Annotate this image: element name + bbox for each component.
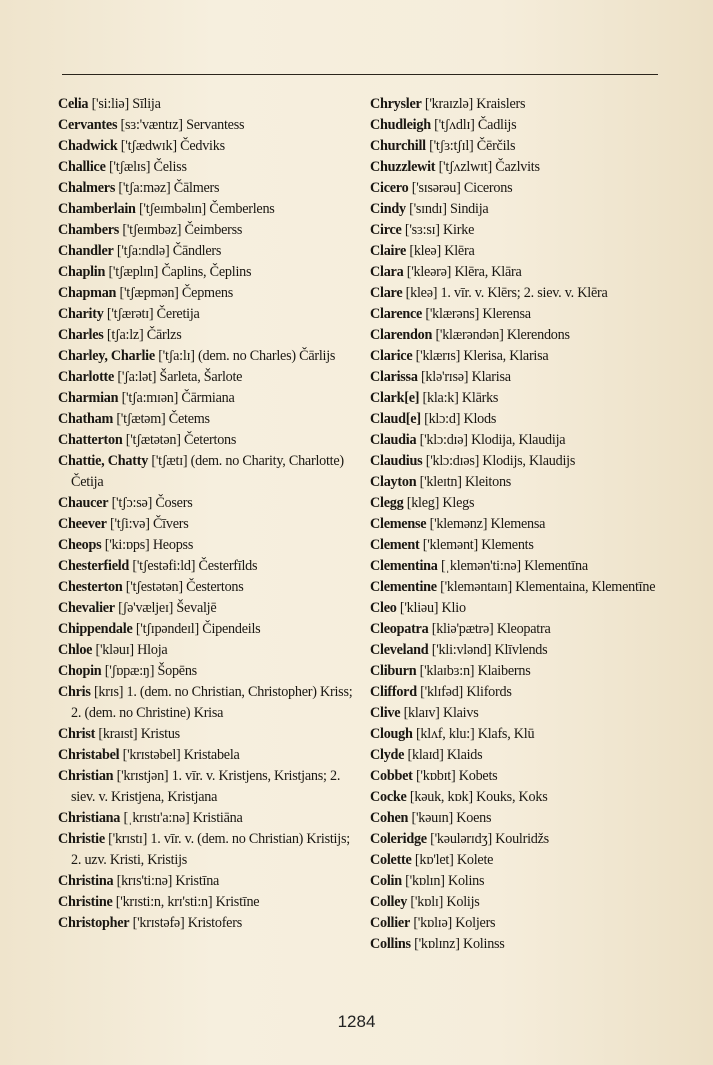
- headword: Christiana: [58, 810, 121, 826]
- entry-body: ['tʃætəm] Četems: [113, 411, 210, 427]
- dictionary-entry: [58, 430, 354, 451]
- entry-body: ['klemənz] Klemensa: [426, 516, 546, 532]
- entry-body: ['tʃeɪmbəlɪn] Čemberlens: [135, 201, 275, 217]
- dictionary-entry: [370, 94, 660, 115]
- dictionary-entry: [370, 241, 660, 262]
- entry-body: [kleg] Klegs: [403, 495, 475, 511]
- dictionary-entry: [58, 409, 354, 430]
- entry-body: ['kɒbɪt] Kobets: [412, 768, 498, 784]
- entry-body: ['tʃʌzlwɪt] Čazlvits: [435, 159, 540, 175]
- headword: Claudia: [370, 432, 417, 448]
- entry-body: ['krɪstəfə] Kristofers: [129, 915, 242, 931]
- dictionary-entry: [370, 367, 660, 388]
- dictionary-entry: [58, 115, 354, 136]
- entry-body: ['tʃeɪmbəz] Čeimberss: [119, 222, 243, 238]
- dictionary-entry: [58, 325, 354, 346]
- headword: Cobbet: [370, 768, 413, 784]
- dictionary-entry: [58, 451, 354, 493]
- headword: Celia: [58, 96, 89, 112]
- entry-body: [klɔ:d] Klods: [420, 411, 497, 427]
- dictionary-entry: [58, 136, 354, 157]
- dictionary-entry: [58, 871, 354, 892]
- dictionary-entry: [370, 409, 660, 430]
- headword: Chudleigh: [370, 117, 431, 133]
- dictionary-entry: [370, 325, 660, 346]
- dictionary-entry: [58, 220, 354, 241]
- dictionary-entry: [370, 871, 660, 892]
- headword: Clyde: [370, 747, 405, 763]
- entry-body: [ʃə'væljeɪ] Ševaljē: [114, 600, 217, 616]
- entry-body: ['tʃædwɪk] Čedviks: [117, 138, 225, 154]
- dictionary-entry: [58, 241, 354, 262]
- dictionary-entry: [370, 535, 660, 556]
- dictionary-entry: [370, 556, 660, 577]
- dictionary-entry: [58, 808, 354, 829]
- headword: Clemense: [370, 516, 427, 532]
- entry-body: ['kɒlɪn] Kolins: [401, 873, 485, 889]
- entry-body: ['krɪstəbel] Kristabela: [119, 747, 240, 763]
- entry-body: ['kleərə] Klēra, Klāra: [403, 264, 522, 280]
- dictionary-entry: [58, 598, 354, 619]
- entry-body: [ˌklemən'ti:nə] Klementīna: [437, 558, 588, 574]
- headword: Cliburn: [370, 663, 417, 679]
- headword: Clark[e]: [370, 390, 420, 406]
- headword: Chatterton: [58, 432, 123, 448]
- dictionary-entry: [370, 766, 660, 787]
- entry-body: ['kliəu] Klio: [396, 600, 466, 616]
- dictionary-entry: [370, 745, 660, 766]
- entry-body: [kraɪst] Kristus: [95, 726, 180, 742]
- header-rule: [62, 74, 658, 75]
- dictionary-entry: [58, 913, 354, 934]
- headword: Clement: [370, 537, 420, 553]
- entry-body: ['klærəndən] Klerendons: [432, 327, 570, 343]
- dictionary-entry: [370, 661, 660, 682]
- entry-body: ['ki:ɒps] Heopss: [101, 537, 194, 553]
- entry-body: ['tʃɪpəndeɪl] Čipendeils: [132, 621, 261, 637]
- headword: Chalmers: [58, 180, 116, 196]
- headword: Chandler: [58, 243, 114, 259]
- entry-body: [kəuk, kɒk] Kouks, Koks: [406, 789, 548, 805]
- headword: Cleveland: [370, 642, 429, 658]
- dictionary-entry: [370, 430, 660, 451]
- dictionary-entry: [370, 472, 660, 493]
- entry-body: [klʌf, klu:] Klafs, Klū: [412, 726, 535, 742]
- dictionary-entry: [370, 115, 660, 136]
- dictionary-entry: [370, 283, 660, 304]
- entry-body: ['krɪsti:n, krɪ'sti:n] Kristīne: [112, 894, 260, 910]
- entry-body: ['kɒlɪə] Koljers: [410, 915, 496, 931]
- headword: Clifford: [370, 684, 417, 700]
- headword: Christine: [58, 894, 113, 910]
- entry-body: ['tʃestəfi:ld] Česterfīlds: [129, 558, 258, 574]
- entry-body: ['kɒlɪnz] Kolinss: [410, 936, 505, 952]
- headword: Chaplin: [58, 264, 106, 280]
- headword: Collier: [370, 915, 411, 931]
- dictionary-entry: [58, 157, 354, 178]
- headword: Clarence: [370, 306, 423, 322]
- headword: Cindy: [370, 201, 406, 217]
- dictionary-entry: [58, 892, 354, 913]
- entry-body: ['tʃæplɪn] Čaplins, Čeplins: [105, 264, 252, 280]
- headword: Chamberlain: [58, 201, 136, 217]
- headword: Christie: [58, 831, 105, 847]
- headword: Chattie, Chatty: [58, 453, 149, 469]
- entry-body: ['klærəns] Klerensa: [422, 306, 531, 322]
- headword: Chloe: [58, 642, 93, 658]
- headword: Chevalier: [58, 600, 115, 616]
- dictionary-entry: [370, 829, 660, 850]
- entry-body: ['sɜ:sɪ] Kirke: [401, 222, 475, 238]
- dictionary-entry: [58, 535, 354, 556]
- entry-body: ['klaɪbɜ:n] Klaiberns: [416, 663, 531, 679]
- dictionary-entry: [58, 745, 354, 766]
- page-number: 1284: [337, 1012, 376, 1031]
- headword: Colette: [370, 852, 412, 868]
- headword: Clive: [370, 705, 401, 721]
- entry-body: ['kɒlɪ] Kolijs: [407, 894, 480, 910]
- entry-body: ['kləuɪ] Hloja: [92, 642, 168, 658]
- entry-body: [klaɪv] Klaivs: [400, 705, 479, 721]
- entry-body: ['tʃæpmən] Čepmens: [116, 285, 233, 301]
- dictionary-entry: [58, 577, 354, 598]
- dictionary-entry: [370, 892, 660, 913]
- dictionary-entry: [370, 157, 660, 178]
- headword: Cheops: [58, 537, 102, 553]
- headword: Chris: [58, 684, 91, 700]
- headword: Christina: [58, 873, 114, 889]
- headword: Collins: [370, 936, 411, 952]
- headword: Chambers: [58, 222, 120, 238]
- dictionary-entry: [370, 850, 660, 871]
- left-column: [58, 94, 354, 934]
- entry-body: ['tʃa:ndlə] Čāndlers: [113, 243, 222, 259]
- entry-body: ['klærɪs] Klerisa, Klarisa: [412, 348, 549, 364]
- entry-body: ['si:liə] Sīlija: [88, 96, 161, 112]
- entry-body: ['kraɪzlə] Kraislers: [421, 96, 526, 112]
- dictionary-entry: [58, 829, 354, 871]
- entry-body: ['kəulərɪdʒ] Koulridžs: [426, 831, 549, 847]
- entry-body: ['tʃælɪs] Čeliss: [105, 159, 187, 175]
- headword: Cleopatra: [370, 621, 429, 637]
- headword: Clara: [370, 264, 404, 280]
- headword: Chapman: [58, 285, 117, 301]
- dictionary-entry: [370, 808, 660, 829]
- dictionary-entry: [370, 136, 660, 157]
- entry-body: ['tʃa:məz] Čālmers: [115, 180, 220, 196]
- entry-body: [krɪs'ti:nə] Kristīna: [113, 873, 220, 889]
- dictionary-entry: [58, 178, 354, 199]
- headword: Clarice: [370, 348, 413, 364]
- headword: Charmian: [58, 390, 119, 406]
- entry-body: ['krɪstɪ] 1. vīr. v. (dem. no Christian) Kristijs; 2. uzv. Kristi, Kristijs: [71, 831, 350, 868]
- entry-body: [klə'rɪsə] Klarisa: [417, 369, 511, 385]
- headword: Chrysler: [370, 96, 422, 112]
- headword: Charlotte: [58, 369, 115, 385]
- headword: Chopin: [58, 663, 102, 679]
- entry-body: ['tʃætətən] Četertons: [122, 432, 237, 448]
- headword: Cleo: [370, 600, 397, 616]
- headword: Chadwick: [58, 138, 118, 154]
- dictionary-entry: [370, 598, 660, 619]
- headword: Clarendon: [370, 327, 433, 343]
- headword: Circe: [370, 222, 402, 238]
- dictionary-entry: [370, 220, 660, 241]
- headword: Chesterfield: [58, 558, 130, 574]
- headword: Cocke: [370, 789, 407, 805]
- entry-body: ['tʃestətən] Čestertons: [122, 579, 244, 595]
- dictionary-entry: [370, 451, 660, 472]
- entry-body: ['tʃa:lɪ] (dem. no Charles) Čārlijs: [154, 348, 336, 364]
- entry-body: ['sɪndɪ] Sindija: [405, 201, 489, 217]
- headword: Claud[e]: [370, 411, 421, 427]
- headword: Cheever: [58, 516, 107, 532]
- dictionary-entry: [370, 577, 660, 598]
- headword: Clegg: [370, 495, 404, 511]
- entry-body: ['ʃa:lət] Šarleta, Šarlote: [114, 369, 243, 385]
- dictionary-entry: [58, 556, 354, 577]
- entry-body: ['tʃʌdlɪ] Čadlijs: [430, 117, 517, 133]
- dictionary-entry: [370, 724, 660, 745]
- headword: Chuzzlewit: [370, 159, 436, 175]
- headword: Clarissa: [370, 369, 418, 385]
- headword: Clare: [370, 285, 403, 301]
- dictionary-entry: [58, 493, 354, 514]
- dictionary-entry: [58, 367, 354, 388]
- dictionary-entry: [58, 514, 354, 535]
- dictionary-entry: [58, 304, 354, 325]
- headword: Christian: [58, 768, 114, 784]
- headword: Coleridge: [370, 831, 427, 847]
- entry-body: ['tʃi:və] Čīvers: [106, 516, 189, 532]
- dictionary-entry: [58, 724, 354, 745]
- headword: Christabel: [58, 747, 120, 763]
- dictionary-entry: [58, 619, 354, 640]
- headword: Challice: [58, 159, 106, 175]
- entry-body: ['tʃætɪ] (dem. no Charity, Charlotte) Četija: [71, 453, 344, 490]
- dictionary-entry: [58, 766, 354, 808]
- dictionary-entry: [58, 346, 354, 367]
- headword: Claudius: [370, 453, 423, 469]
- entry-body: [tʃa:lz] Čārlzs: [103, 327, 182, 343]
- entry-body: [kleə] Klēra: [406, 243, 475, 259]
- entry-body: ['klemənt] Klements: [419, 537, 534, 553]
- headword: Chaucer: [58, 495, 109, 511]
- headword: Claire: [370, 243, 407, 259]
- entry-body: ['krɪstjən] 1. vīr. v. Kristjens, Kristjans; 2. siev. v. Kristjena, Kristjana: [71, 768, 341, 805]
- entry-body: [kleə] 1. vīr. v. Klērs; 2. siev. v. Klēra: [402, 285, 608, 301]
- entry-body: [krɪs] 1. (dem. no Christian, Christopher) Kriss; 2. (dem. no Christine) Krisa: [71, 684, 353, 721]
- dictionary-entry: [370, 493, 660, 514]
- headword: Clementina: [370, 558, 438, 574]
- headword: Clough: [370, 726, 413, 742]
- dictionary-entry: [58, 661, 354, 682]
- entry-body: ['kəuɪn] Koens: [408, 810, 492, 826]
- entry-body: [kliə'pætrə] Kleopatra: [428, 621, 551, 637]
- headword: Churchill: [370, 138, 426, 154]
- headword: Charles: [58, 327, 104, 343]
- dictionary-entry: [58, 283, 354, 304]
- dictionary-entry: [370, 913, 660, 934]
- entry-body: [klaɪd] Klaids: [404, 747, 483, 763]
- headword: Cicero: [370, 180, 409, 196]
- headword: Charity: [58, 306, 104, 322]
- headword: Clementine: [370, 579, 437, 595]
- dictionary-entry: [370, 640, 660, 661]
- dictionary-entry: [58, 94, 354, 115]
- headword: Colin: [370, 873, 402, 889]
- entry-body: ['kleməntaɪn] Klementaina, Klementīne: [436, 579, 656, 595]
- entry-body: ['kli:vlənd] Klīvlends: [428, 642, 548, 658]
- headword: Chatham: [58, 411, 114, 427]
- entry-body: ['tʃɜ:tʃɪl] Čērčils: [425, 138, 516, 154]
- dictionary-entry: [58, 640, 354, 661]
- dictionary-entry: [370, 514, 660, 535]
- dictionary-entry: [370, 262, 660, 283]
- entry-body: [kɒ'let] Kolete: [411, 852, 494, 868]
- headword: Clayton: [370, 474, 417, 490]
- entry-body: ['tʃa:mɪən] Čārmiana: [118, 390, 235, 406]
- entry-body: ['ʃɒpæ:ŋ] Šopēns: [101, 663, 197, 679]
- headword: Chesterton: [58, 579, 123, 595]
- entry-body: ['tʃɔ:sə] Čosers: [108, 495, 193, 511]
- dictionary-entry: [370, 682, 660, 703]
- entry-body: ['sɪsərəu] Cicerons: [408, 180, 513, 196]
- dictionary-entry: [370, 304, 660, 325]
- entry-body: ['kleɪtn] Kleitons: [416, 474, 512, 490]
- entry-body: ['klɔ:dɪə] Klodija, Klaudija: [416, 432, 566, 448]
- entry-body: ['klɔ:dɪəs] Klodijs, Klaudijs: [422, 453, 576, 469]
- entry-body: ['tʃærətɪ] Čeretija: [103, 306, 200, 322]
- headword: Cervantes: [58, 117, 118, 133]
- dictionary-entry: [370, 787, 660, 808]
- headword: Christ: [58, 726, 96, 742]
- entry-body: ['klɪfəd] Klifords: [416, 684, 512, 700]
- dictionary-entry: [58, 262, 354, 283]
- dictionary-entry: [370, 346, 660, 367]
- headword: Christopher: [58, 915, 130, 931]
- dictionary-entry: [370, 199, 660, 220]
- headword: Colley: [370, 894, 408, 910]
- dictionary-entry: [58, 682, 354, 724]
- right-column: [370, 94, 660, 955]
- dictionary-entry: [370, 934, 660, 955]
- headword: Chippendale: [58, 621, 133, 637]
- dictionary-entry: [370, 178, 660, 199]
- dictionary-entry: [370, 619, 660, 640]
- headword: Cohen: [370, 810, 409, 826]
- dictionary-entry: [58, 388, 354, 409]
- dictionary-entry: [370, 703, 660, 724]
- dictionary-entry: [58, 199, 354, 220]
- entry-body: [sɜ:'væntɪz] Servantess: [117, 117, 245, 133]
- entry-body: [ˌkrɪstɪ'a:nə] Kristiāna: [120, 810, 243, 826]
- dictionary-entry: [370, 388, 660, 409]
- headword: Charley, Charlie: [58, 348, 155, 364]
- entry-body: [kla:k] Klārks: [419, 390, 499, 406]
